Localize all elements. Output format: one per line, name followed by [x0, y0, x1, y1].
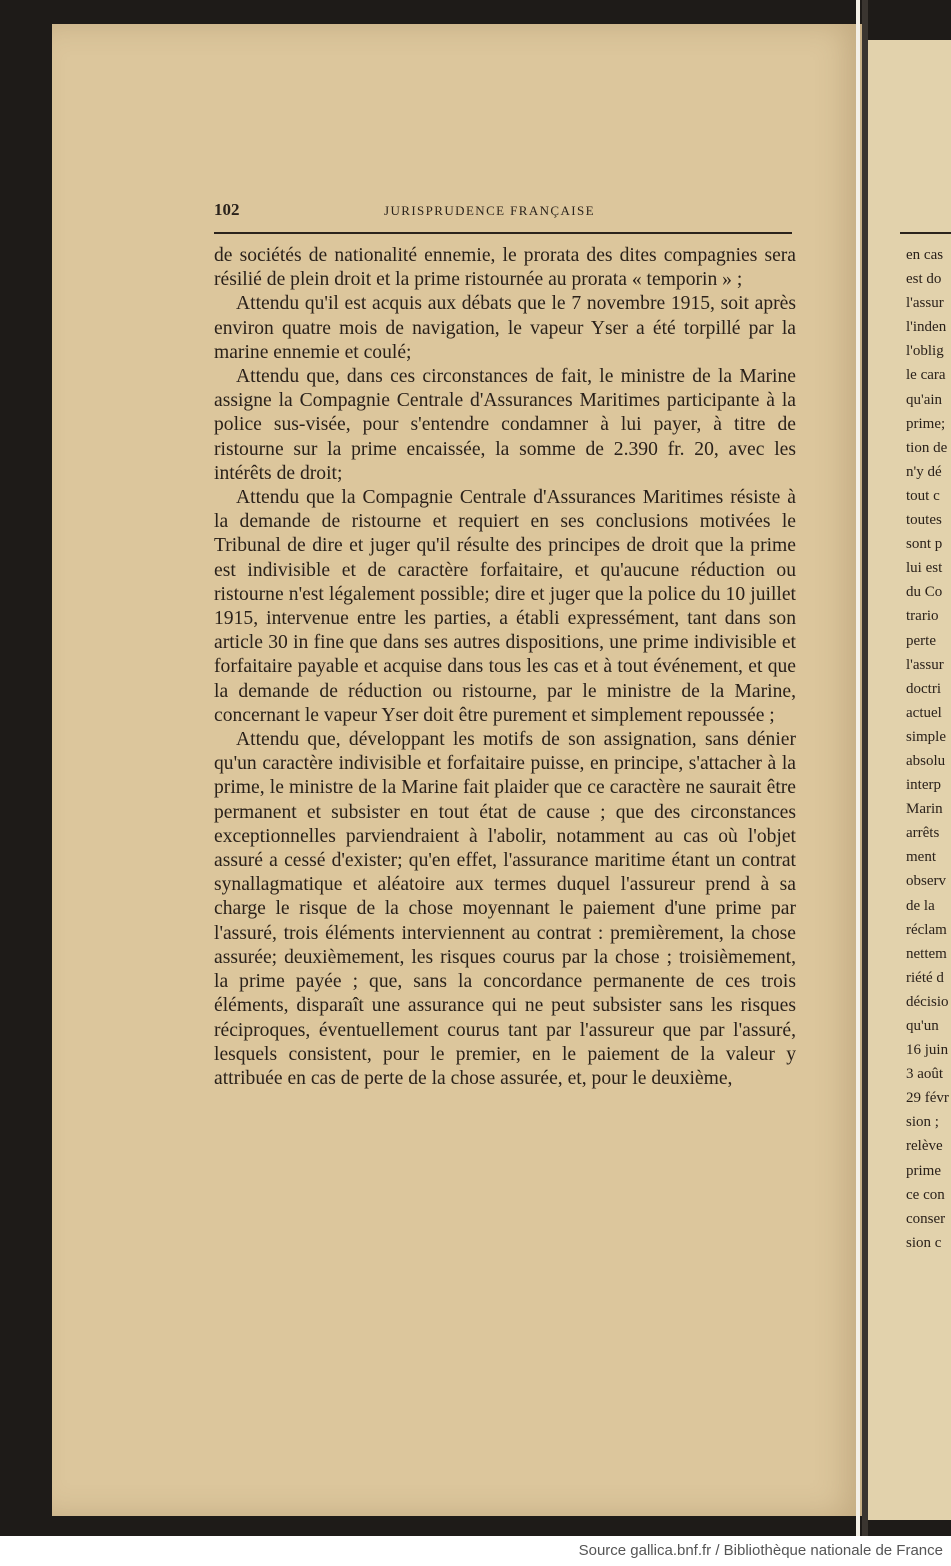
- facing-page-line: de la: [906, 897, 935, 914]
- facing-page-line: l'oblig: [906, 343, 944, 360]
- facing-page-line: Marin: [906, 801, 943, 818]
- facing-page-line: absolu: [906, 752, 946, 769]
- page-edge: [856, 0, 860, 1536]
- facing-page-line: prime: [906, 1162, 941, 1179]
- facing-page-line: qu'ain: [906, 391, 943, 408]
- facing-page-line: trario: [906, 608, 939, 625]
- facing-page-line: 3 août: [906, 1066, 944, 1083]
- facing-page-line: relève: [906, 1138, 943, 1155]
- facing-page-line: sion c: [906, 1234, 942, 1251]
- paragraph: Attendu qu'il est acquis aux débats que le 7 novembre 1915, soit après environ quatre mois de navigation, le vapeur Yser a été torpillé par la marine ennemie et coulé;: [214, 293, 796, 363]
- facing-page-line: sont p: [906, 536, 943, 553]
- facing-page-line: ment: [906, 849, 936, 866]
- facing-page-line: simple: [906, 728, 946, 745]
- facing-page-line: l'assur: [906, 656, 944, 673]
- facing-page-line: est do: [906, 271, 942, 288]
- facing-page-line: observ: [906, 873, 946, 890]
- facing-page-line: interp: [906, 777, 941, 794]
- facing-page-line: du Co: [906, 584, 943, 601]
- facing-page-line: 29 févr: [906, 1090, 949, 1107]
- facing-page-line: l'assur: [906, 295, 944, 312]
- paragraph: de sociétés de nationalité ennemie, le prorata des dites compagnies sera résilié de plein droit et la prime ristournée au prorata « temporin » ;: [214, 245, 796, 291]
- right-header-rule: [900, 232, 951, 234]
- facing-page-line: riété d: [906, 969, 944, 986]
- facing-page-line: lui est: [906, 560, 943, 577]
- paragraph: Attendu que, développant les motifs de son assignation, sans dénier qu'un caractère indivisible et forfaitaire puisse, en principe, s'attacher à la prime, le ministre de la Marine fait plaider que ce caractère ne saurait être permanent et subsister en tout état de cause ; que des circonstances exceptionnelles parviendraient à l'abolir, notamment au cas où l'objet assuré a cessé d'exister; qu'en effet, l'assurance maritime étant un contrat synallagmatique et aléatoire aux termes duquel l'assureur prend à sa charge le risque de la chose moyennant le paiement d'une prime par l'assuré, trois éléments interviennent au contrat : premièrement, la chose assurée; deuxièmement, les risques courus par la chose ; troisièmement, la prime payée ; que, sans la concordance permanente de ces trois éléments, disparaît une assurance qui ne peut subsister sans les risques réciproques, éventuellement courus tant par l'assureur que par l'assuré, lesquels consistent, pour le premier, en le paiement de la valeur y attribuée en cas de perte de la chose assurée, et, pour le deuxième,: [214, 729, 796, 1089]
- page-number: 102: [214, 200, 240, 219]
- facing-page-line: toutes: [906, 512, 942, 529]
- running-head: [214, 200, 792, 224]
- facing-page-line: n'y dé: [906, 463, 942, 480]
- facing-page-line: arrêts: [906, 825, 940, 842]
- facing-page-line: en cas: [906, 247, 944, 263]
- facing-page-line: décisio: [906, 993, 949, 1010]
- facing-page-line: nettem: [906, 945, 947, 962]
- facing-page-line: actuel: [906, 704, 942, 721]
- facing-page-line: l'inden: [906, 319, 947, 336]
- facing-page-line: doctri: [906, 680, 941, 697]
- facing-page-line: ce con: [906, 1186, 945, 1203]
- paragraph: Attendu que, dans ces circonstances de fait, le ministre de la Marine assigne la Compagnie Centrale d'Assurances Maritimes participante à la police sus-visée, pour s'entendre condamner à lui payer, à titre de ristourne sur la prime encaissée, la somme de 2.390 fr. 20, avec les intérêts de droit;: [214, 366, 796, 484]
- facing-page-text: [906, 243, 951, 1255]
- facing-page-line: 16 juin: [906, 1042, 949, 1059]
- source-credit: Source gallica.bnf.fr / Bibliothèque nationale de France: [578, 1542, 943, 1559]
- paragraph: Attendu que la Compagnie Centrale d'Assurances Maritimes résiste à la demande de ristourne et requiert en ses conclusions motivées le Tribunal de dire et juger qu'il résulte des principes de droit que la prime est indivisible et de caractère forfaitaire, et qu'aucune réduction ou ristourne n'est légalement possible; dire et juger que la police du 10 juillet 1915, intervenue entre les parties, a établi expressément, tant dans son article 30 in fine que dans ses autres dispositions, une prime indivisible et forfaitaire payable et acquise dans tous les cas et à tout événement, et que la demande de réduction ou ristourne, par le ministre de la Marine, concernant le vapeur Yser doit être purement et simplement repoussée ;: [214, 487, 796, 726]
- facing-page-line: qu'un: [906, 1018, 939, 1034]
- journal-title: JURISPRUDENCE FRANÇAISE: [384, 203, 595, 218]
- body-text: [214, 244, 796, 1091]
- facing-page-line: sion ;: [906, 1114, 939, 1131]
- right-page: [868, 40, 951, 1520]
- facing-page-line: prime;: [906, 415, 946, 432]
- facing-page-line: tion de: [906, 439, 948, 456]
- footer: [0, 1536, 951, 1566]
- facing-page-line: tout c: [906, 487, 940, 504]
- facing-page-line: conser: [906, 1210, 946, 1227]
- header-rule: [214, 232, 792, 234]
- facing-page-line: réclam: [906, 921, 947, 938]
- facing-page-line: perte: [906, 632, 936, 649]
- facing-page-line: le cara: [906, 367, 946, 384]
